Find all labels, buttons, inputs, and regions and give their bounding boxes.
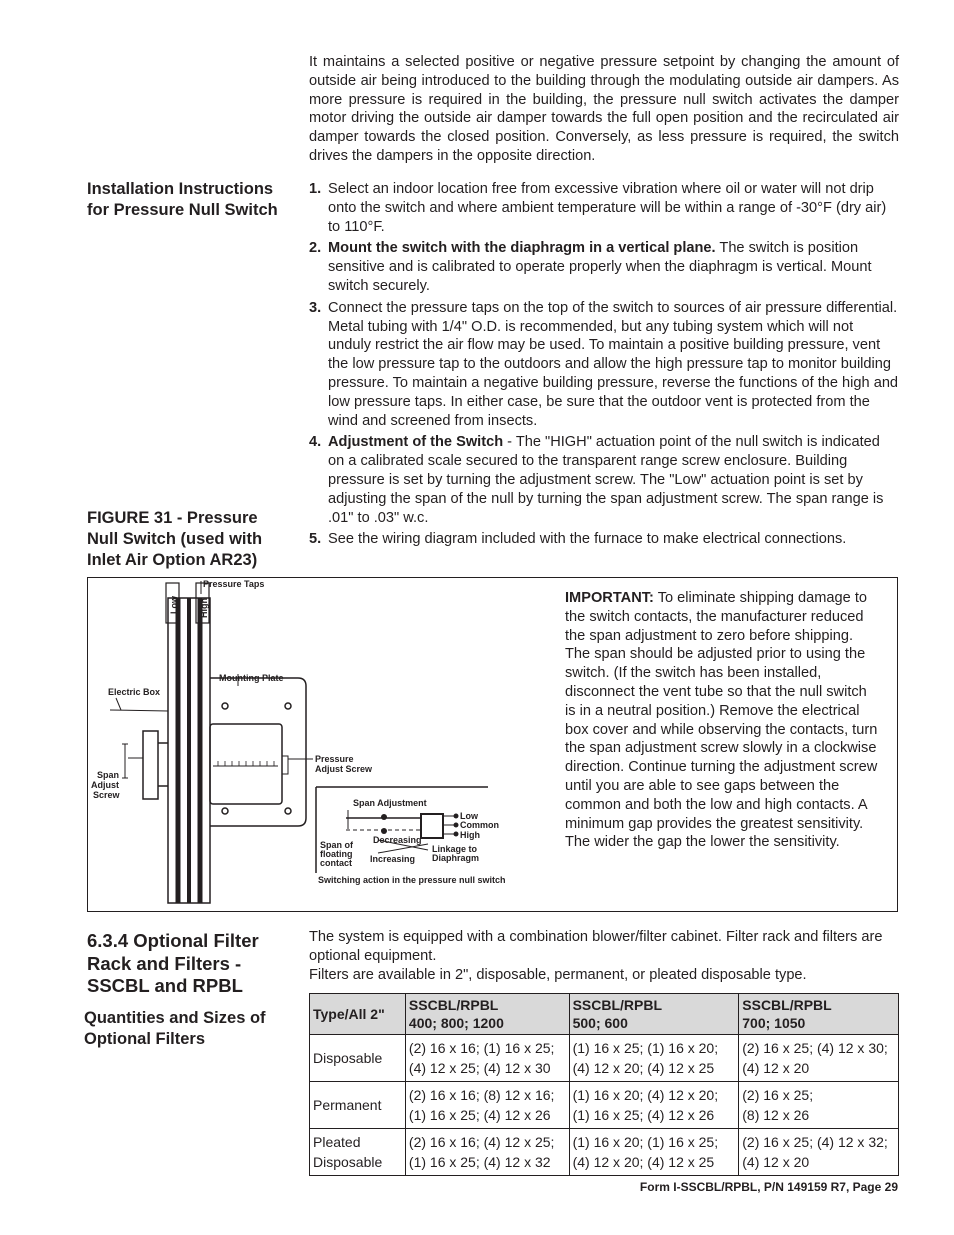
step-text: Select an indoor location free from excessive vibration where oil or water will not drip onto the switch and where ambient temperature will be within a range of -30°F (dry air) to 110°F. bbox=[328, 181, 887, 235]
label-switching-caption: Switching action in the pressure null switch bbox=[318, 875, 506, 885]
header-line: SSCBL/RPBL bbox=[742, 997, 832, 1013]
label-span-floating-2: floating bbox=[320, 849, 353, 859]
table-cell bbox=[310, 1082, 406, 1129]
label-linkage-1: Linkage to bbox=[432, 844, 478, 854]
section-heading: 6.3.4 Optional Filter Rack and Filters - SSCBL and RPBL bbox=[87, 930, 259, 996]
install-steps bbox=[309, 180, 899, 552]
table-heading: Quantities and Sizes of Optional Filters bbox=[84, 1009, 266, 1048]
header-line: SSCBL/RPBL bbox=[408, 997, 499, 1013]
header-line: SSCBL/RPBL bbox=[572, 997, 663, 1013]
header-line: Type/All 2" bbox=[313, 1006, 385, 1022]
label-increasing: Increasing bbox=[370, 854, 416, 864]
cell-line: Pleated bbox=[313, 1134, 361, 1150]
cell-line: (8) 12 x 26 bbox=[742, 1107, 810, 1123]
intro-paragraph: It maintains a selected positive or negative pressure setpoint by changing the amount of outside air being introduced to the building through the modulating outside air dampers. As more pressure is required in the building, the pressure null switch activates the damper motor driving the outside air damper towards the full open position and the recirculated air damper towards the closed position. Conversely, as less pressure is required, the switch drives the dampers in the opposite direction. bbox=[309, 54, 899, 164]
cell-line: (4) 12 x 20 bbox=[742, 1154, 810, 1170]
label-decreasing: Decreasing bbox=[373, 835, 422, 845]
step-text: The switch is position sensitive and is calibrated to operate properly when the diaphragm is vertical. Mount switch securely. bbox=[328, 240, 872, 294]
header-line: 700; 1050 bbox=[742, 1015, 806, 1031]
label-contact-common: Common bbox=[460, 820, 499, 830]
label-span-adjust-2: Adjust bbox=[91, 780, 119, 790]
label-electric-box: Electric Box bbox=[108, 687, 161, 697]
cell-line: Permanent bbox=[313, 1097, 382, 1113]
label-pressure-adjust-2: Adjust Screw bbox=[315, 764, 373, 774]
table-cell bbox=[405, 1129, 569, 1176]
page-footer: Form I-SSCBL/RPBL, P/N 149159 R7, Page 29 bbox=[639, 1180, 898, 1194]
table-cell bbox=[569, 1082, 739, 1129]
header-cell bbox=[405, 994, 569, 1035]
label-span-adjustment: Span Adjustment bbox=[353, 798, 427, 808]
table-cell bbox=[739, 1082, 899, 1129]
cell-line: (1) 16 x 25; (4) 12 x 26 bbox=[408, 1107, 551, 1123]
step-text: Connect the pressure taps on the top of the switch to sources of air pressure differential. Metal tubing with 1/4" O.D. is recommended, but any tubing system which will not unduly restrict the air flow may be used. To maintain a positive building pressure, vent the low pressure tap to the outdoors and allow the high pressure tap to monitor building pressure. To maintain a negative building pressure, reverse the functions of the high and low pressure taps. In either case, be sure that the outdoor vent is protected from the wind and screened from insects. bbox=[328, 299, 899, 429]
step-number: 5. bbox=[309, 531, 322, 548]
step-text: See the wiring diagram included with the furnace to make electrical connections. bbox=[328, 531, 847, 548]
cell-line: (4) 12 x 20; (4) 12 x 25 bbox=[572, 1154, 715, 1170]
important-note bbox=[565, 589, 880, 852]
cell-line: (1) 16 x 25; (4) 12 x 32 bbox=[408, 1154, 551, 1170]
cell-line: (1) 16 x 25; (4) 12 x 26 bbox=[572, 1107, 715, 1123]
label-linkage-2: Diaphragm bbox=[432, 853, 480, 863]
step-number: 2. bbox=[309, 240, 322, 257]
table-cell bbox=[310, 1035, 406, 1082]
label-low: Low bbox=[169, 596, 179, 614]
step-item bbox=[309, 299, 899, 431]
label-high: High bbox=[199, 598, 209, 618]
label-mounting-plate: Mounting Plate bbox=[219, 673, 284, 683]
label-pressure-taps: Pressure Taps bbox=[203, 579, 265, 589]
step-number: 4. bbox=[309, 434, 322, 451]
table-cell bbox=[569, 1129, 739, 1176]
table-cell bbox=[569, 1035, 739, 1082]
table-cell bbox=[405, 1082, 569, 1129]
label-pressure-adjust-1: Pressure bbox=[315, 754, 354, 764]
cell-line: Disposable bbox=[313, 1050, 383, 1066]
table-header-row bbox=[310, 994, 899, 1035]
label-span-adjust-3: Screw bbox=[93, 790, 120, 800]
step-bold: Mount the switch with the diaphragm in a vertical plane. bbox=[328, 240, 716, 257]
cell-line: (4) 12 x 25; (4) 12 x 30 bbox=[408, 1060, 551, 1076]
header-line: 500; 600 bbox=[572, 1015, 628, 1031]
figure-caption: FIGURE 31 - Pressure Null Switch (used with Inlet Air Option AR23) bbox=[87, 509, 263, 569]
cell-line: (4) 12 x 20; (4) 12 x 25 bbox=[572, 1060, 715, 1076]
table-row bbox=[310, 1035, 899, 1082]
table-row bbox=[310, 1129, 899, 1176]
step-number: 1. bbox=[309, 181, 322, 197]
cell-line: (2) 16 x 16; (4) 12 x 25; bbox=[408, 1134, 555, 1150]
cell-line: Disposable bbox=[313, 1154, 383, 1170]
cell-line: (2) 16 x 16; (8) 12 x 16; bbox=[408, 1087, 555, 1103]
header-cell bbox=[739, 994, 899, 1035]
table-cell bbox=[739, 1129, 899, 1176]
cell-line: (2) 16 x 16; (1) 16 x 25; bbox=[408, 1040, 555, 1056]
label-contact-low: Low bbox=[460, 811, 478, 821]
cell-line: (4) 12 x 20 bbox=[742, 1060, 810, 1076]
table-cell bbox=[310, 1129, 406, 1176]
table-row bbox=[310, 1082, 899, 1129]
filters-table bbox=[309, 993, 899, 1176]
cell-line: (2) 16 x 25; (4) 12 x 32; bbox=[742, 1134, 888, 1150]
header-cell bbox=[569, 994, 739, 1035]
header-cell bbox=[310, 994, 406, 1035]
important-label: IMPORTANT: bbox=[565, 590, 654, 606]
label-contact-high: High bbox=[460, 830, 480, 840]
step-item bbox=[309, 530, 899, 549]
step-text: - The "HIGH" actuation point of the null switch is indicated on a calibrated scale secured to the transparent range screw enclosure. Building pressure is set by turning the adjustment screw. The "Low" actuation point is set by adjusting the span of the null by turning the span adjustment screw. The span range is .01" to .03" w.c. bbox=[328, 434, 884, 526]
cell-line: (2) 16 x 25; bbox=[742, 1087, 814, 1103]
important-text: To eliminate shipping damage to the switch contacts, the manufacturer reduced the span adjustment to zero before shipping. The span should be adjusted prior to using the switch. (If the switch has been installed, disconnect the vent tube so that the null switch is in a neutral position.) Remove the electrical box cover and while observing the contacts, turn the span adjustment screw slowly in a clockwise direction. Continue turning the adjustment screw until you are able to see gaps between the common and both the low and high contacts. A minimum gap provides the greatest sensitivity. The wider the gap the lower the sensitivity. bbox=[565, 590, 878, 851]
cell-line: (1) 16 x 25; (1) 16 x 20; bbox=[572, 1040, 719, 1056]
label-span-adjust-1: Span bbox=[97, 770, 120, 780]
step-number: 3. bbox=[309, 299, 322, 316]
install-heading: Installation Instructions for Pressure Null Switch bbox=[87, 180, 278, 219]
step-item bbox=[309, 180, 899, 236]
header-line: 400; 800; 1200 bbox=[408, 1015, 504, 1031]
section-paragraph-1: The system is equipped with a combination blower/filter cabinet. Filter rack and filters are optional equipment. bbox=[309, 929, 883, 964]
step-item bbox=[309, 239, 899, 295]
cell-line: (2) 16 x 25; (4) 12 x 30; bbox=[742, 1040, 888, 1056]
cell-line: (1) 16 x 20; (1) 16 x 25; bbox=[572, 1134, 719, 1150]
section-paragraph-2: Filters are available in 2", disposable, permanent, or pleated disposable type. bbox=[309, 967, 807, 983]
step-item bbox=[309, 433, 899, 527]
label-span-floating-3: contact bbox=[320, 858, 353, 868]
table-cell bbox=[739, 1035, 899, 1082]
table-cell bbox=[405, 1035, 569, 1082]
step-bold: Adjustment of the Switch bbox=[328, 434, 504, 451]
cell-line: (1) 16 x 20; (4) 12 x 20; bbox=[572, 1087, 719, 1103]
label-span-floating-1: Span of bbox=[320, 840, 353, 850]
